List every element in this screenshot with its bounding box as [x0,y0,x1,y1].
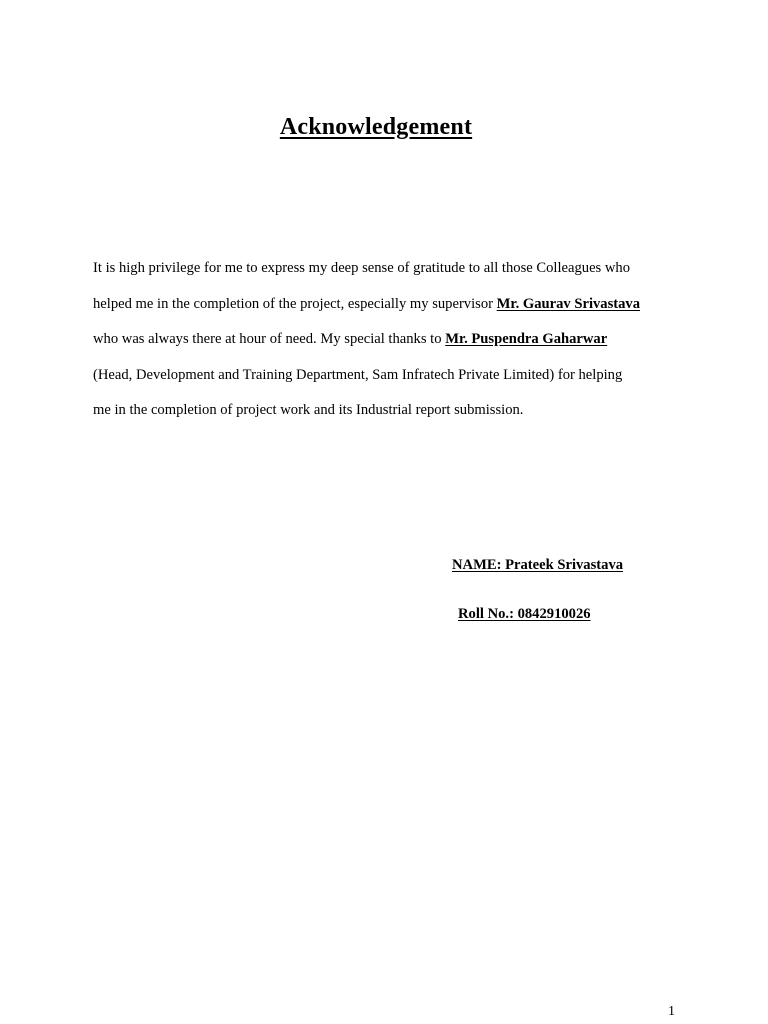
paragraph-line-2-text: helped me in the completion of the project, especially my supervisor [93,295,497,312]
paragraph-line-5: me in the completion of project work and its Industrial report submission. [93,402,524,418]
paragraph-line-2 [93,287,693,323]
acknowledgement-paragraph [93,251,693,429]
supervisor-name: Mr. Gaurav Srivastava [496,295,641,312]
signature-name: NAME: Prateek Srivastava [452,557,624,573]
paragraph-line-4: (Head, Development and Training Department, Sam Infratech Private Limited) for helping [93,366,623,383]
paragraph-line-3 [93,322,693,358]
page-number: 1 [668,1004,675,1019]
signature-roll-number: Roll No.: 0842910026 [458,606,591,622]
paragraph-line-3-text: who was always there at hour of need. My special thanks to [93,331,446,347]
head-name: Mr. Puspendra Gaharwar [445,331,608,347]
paragraph-line-1: It is high privilege for me to express my deep sense of gratitude to all those Colleagues who [93,260,631,276]
page-title: Acknowledgement [279,114,473,140]
